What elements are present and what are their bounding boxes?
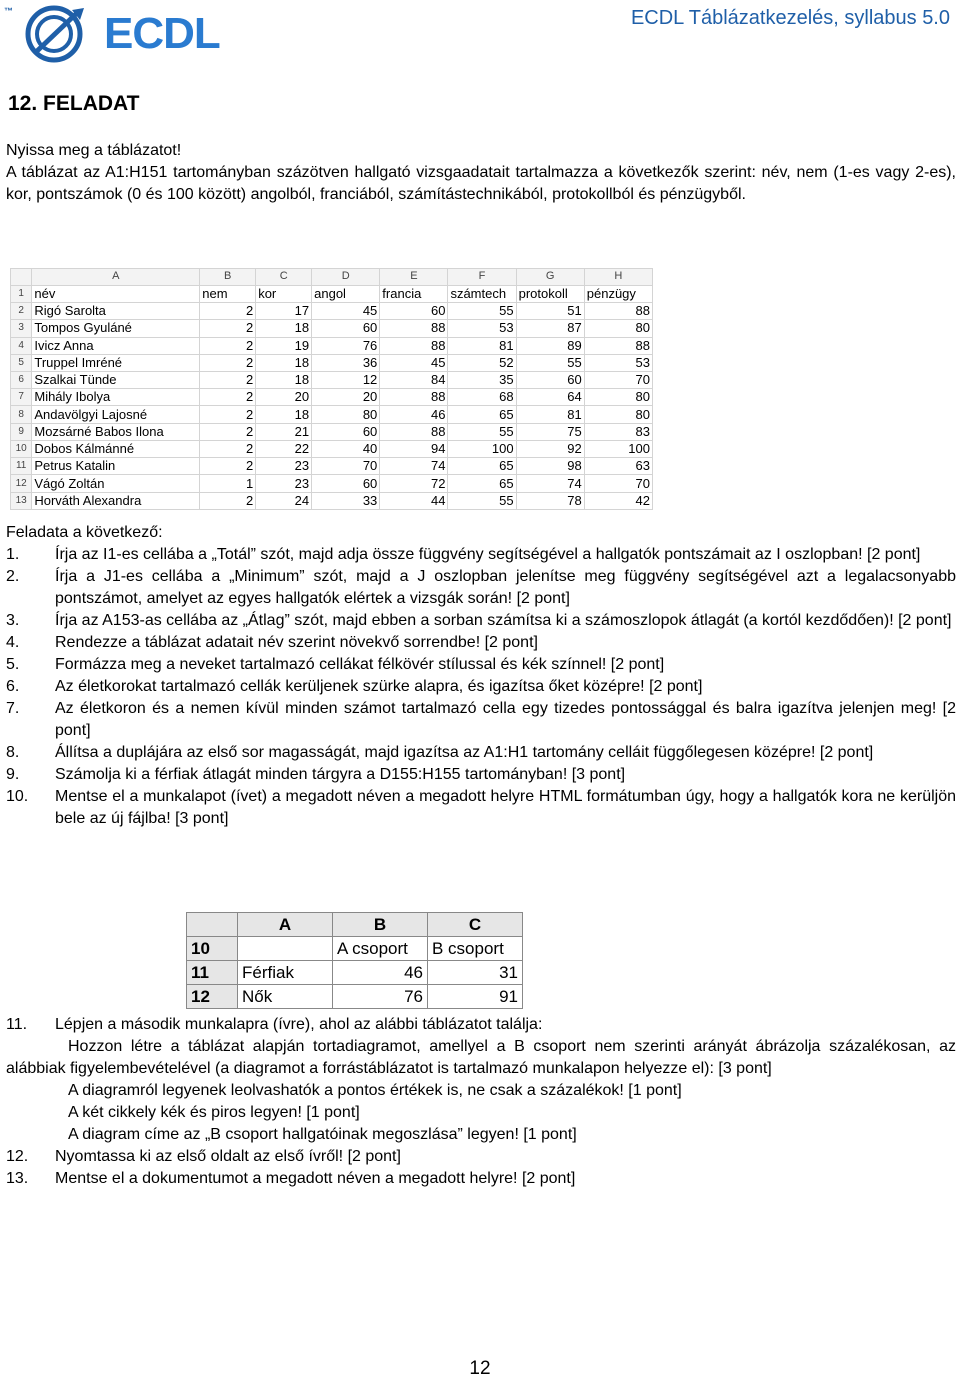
task-number: 7.	[6, 700, 20, 717]
ecdl-logo	[4, 2, 224, 62]
task-item	[6, 1168, 956, 1190]
sheet-cell: kor	[256, 285, 312, 302]
task-number: 3.	[6, 612, 20, 629]
page-number: 12	[469, 1358, 491, 1379]
sheet-cell: 2	[200, 492, 256, 509]
sheet-cell: 21	[256, 423, 312, 440]
sheet-row	[11, 337, 653, 354]
sheet-cell: 100	[584, 440, 652, 457]
sheet-cell: 33	[312, 492, 380, 509]
sheet-cell: név	[32, 285, 200, 302]
sheet-row	[11, 492, 653, 509]
logo-text: ECDL	[104, 9, 220, 58]
row-number: 7	[11, 389, 32, 406]
row-number: 6	[11, 371, 32, 388]
table-row	[187, 961, 523, 985]
row-number: 12	[11, 475, 32, 492]
sheet-cell: 2	[200, 389, 256, 406]
sheet-cell: 80	[312, 406, 380, 423]
task-item	[6, 764, 956, 786]
sheet-cell: 2	[200, 337, 256, 354]
sheet-cell: 65	[448, 458, 516, 475]
sheet-cell: Truppel Imréné	[32, 354, 200, 371]
sheet-cell: 80	[584, 389, 652, 406]
sheet-row	[11, 423, 653, 440]
column-header: D	[312, 269, 380, 286]
sheet-cell: 53	[448, 320, 516, 337]
sheet-cell: 18	[256, 406, 312, 423]
trademark-mark: ™	[4, 6, 13, 16]
sheet-cell: 2	[200, 458, 256, 475]
table-cell: Nők	[238, 985, 333, 1009]
task-text: Mentse el a munkalapot (ívet) a megadott néven a megadott helyre HTML formátumban úgy, hogy a hallgatók kora ne kerüljön bele az új fájlba! [3 pont]	[55, 788, 956, 827]
task-number: 12.	[6, 1148, 29, 1165]
sheet-cell: 83	[584, 423, 652, 440]
sheet-cell: 17	[256, 303, 312, 320]
row-number: 11	[187, 961, 238, 985]
sheet-cell: 89	[516, 337, 584, 354]
task-text: Az életkorokat tartalmazó cellák kerüljenek szürke alapra, és igazítsa őket középre! [2 pont]	[55, 678, 703, 695]
task-item	[6, 698, 956, 742]
sheet-cell: Petrus Katalin	[32, 458, 200, 475]
table-cell	[238, 937, 333, 961]
task-item	[6, 610, 956, 632]
sheet-cell: Vágó Zoltán	[32, 475, 200, 492]
task-number: 6.	[6, 678, 20, 695]
sheet-cell: számtech	[448, 285, 516, 302]
task-number: 5.	[6, 656, 20, 673]
group-table-screenshot	[186, 912, 523, 1009]
task-subitem: Hozzon létre a táblázat alapján tortadiagramot, amellyel a B csoport nem szerinti arányát ábrázolja százalékosan, az alábbiak figyelembevételével (a diagramot a forrástáblázatot is tartalmazó munkalapon helyezze el): [3 pont]	[6, 1038, 956, 1077]
sheet-cell: protokoll	[516, 285, 584, 302]
sheet-cell: 22	[256, 440, 312, 457]
sheet-cell: 78	[516, 492, 584, 509]
sheet-cell: 70	[584, 371, 652, 388]
sheet-cell: 53	[584, 354, 652, 371]
sheet-cell: 45	[312, 303, 380, 320]
task-text: Rendezze a táblázat adatait név szerint növekvő sorrendbe! [2 pont]	[55, 634, 538, 651]
column-header: H	[584, 269, 652, 286]
table-cell: 31	[428, 961, 523, 985]
sheet-cell: 45	[380, 354, 448, 371]
sheet-cell: 60	[380, 303, 448, 320]
sheet-cell: 42	[584, 492, 652, 509]
sheet-cell: 51	[516, 303, 584, 320]
task-text: Állítsa a duplájára az első sor magasságát, majd igazítsa az A1:H1 tartomány celláit függőlegesen középre! [2 pont]	[55, 744, 874, 761]
sheet-cell: 2	[200, 320, 256, 337]
sheet-cell: Mozsárné Babos Ilona	[32, 423, 200, 440]
task-number: 4.	[6, 634, 20, 651]
header-title: ECDL Táblázatkezelés, syllabus 5.0	[630, 7, 950, 29]
page-header	[0, 0, 960, 62]
task-text: Az életkoron és a nemen kívül minden számot tartalmazó cella egy tizedes pontossággal és balra igazítva jelenjen meg! [2 pont]	[55, 700, 956, 739]
task-subitem: A diagram címe az „B csoport hallgatóinak megoszlása” legyen! [1 pont]	[68, 1126, 577, 1143]
row-number: 9	[11, 423, 32, 440]
sheet-cell: 2	[200, 371, 256, 388]
sheet-cell: 60	[312, 423, 380, 440]
tasks-label: Feladata a következő:	[6, 524, 163, 541]
sheet-cell: 81	[516, 406, 584, 423]
sheet-cell: 2	[200, 406, 256, 423]
sheet-cell: Rigó Sarolta	[32, 303, 200, 320]
row-number: 12	[187, 985, 238, 1009]
sheet-cell: pénzügy	[584, 285, 652, 302]
sheet-row	[11, 354, 653, 371]
sheet-cell: 75	[516, 423, 584, 440]
corner-cell	[187, 913, 238, 937]
task-text: Nyomtassa ki az első oldalt az első ívről! [2 pont]	[55, 1148, 401, 1165]
task-number: 2.	[6, 568, 20, 585]
task-text: Számolja ki a férfiak átlagát minden tárgyra a D155:H155 tartományban! [3 pont]	[55, 766, 626, 783]
sheet-row	[11, 389, 653, 406]
sheet-cell: 12	[312, 371, 380, 388]
sheet-cell: Ivicz Anna	[32, 337, 200, 354]
intro-open: Nyissa meg a táblázatot!	[6, 142, 182, 159]
sheet-cell: 98	[516, 458, 584, 475]
sheet-cell: 35	[448, 371, 516, 388]
sheet-cell: 23	[256, 475, 312, 492]
sheet-cell: 18	[256, 320, 312, 337]
table-cell: B csoport	[428, 937, 523, 961]
sheet-cell: 52	[448, 354, 516, 371]
sheet-cell: 55	[448, 303, 516, 320]
sheet-cell: 63	[584, 458, 652, 475]
task-number: 1.	[6, 546, 20, 563]
row-number: 10	[11, 440, 32, 457]
sheet-cell: 2	[200, 354, 256, 371]
table-cell: 91	[428, 985, 523, 1009]
sheet-cell: 72	[380, 475, 448, 492]
task-item	[6, 654, 956, 676]
sheet-cell: 100	[448, 440, 516, 457]
sheet-cell: 46	[380, 406, 448, 423]
task-item	[6, 544, 956, 566]
sheet-cell: 68	[448, 389, 516, 406]
sheet-cell: 40	[312, 440, 380, 457]
sheet-row	[11, 285, 653, 302]
sheet-cell: nem	[200, 285, 256, 302]
sheet-cell: 60	[312, 320, 380, 337]
corner-cell	[11, 269, 32, 286]
sheet-row	[11, 458, 653, 475]
sheet-cell: Tompos Gyuláné	[32, 320, 200, 337]
sheet-cell: 80	[584, 406, 652, 423]
column-header-row	[11, 269, 653, 286]
row-number: 5	[11, 354, 32, 371]
sheet-cell: 88	[584, 337, 652, 354]
row-number: 3	[11, 320, 32, 337]
task-text: Írja a J1-es cellába a „Minimum” szót, majd a J oszlopban jelenítse meg függvény segítségével azt a legalacsonyabb pontszámot, amelyet az egyes hallgatók elértek a vizsgák során! [2 pont]	[55, 568, 956, 607]
task-item	[6, 566, 956, 610]
column-header-row	[187, 913, 523, 937]
sheet-cell: 94	[380, 440, 448, 457]
sheet-row	[11, 303, 653, 320]
sheet-cell: 44	[380, 492, 448, 509]
task-list-continued	[6, 1014, 956, 1190]
table-cell: 76	[333, 985, 428, 1009]
sheet-cell: 36	[312, 354, 380, 371]
row-number: 1	[11, 285, 32, 302]
task-item	[6, 742, 956, 764]
sheet-cell: 88	[584, 303, 652, 320]
task-subitem: A diagramról legyenek leolvashatók a pontos értékek is, ne csak a százalékok! [1 pont]	[68, 1082, 682, 1099]
sheet-cell: francia	[380, 285, 448, 302]
task-number: 13.	[6, 1170, 29, 1187]
column-header: B	[333, 913, 428, 937]
sheet-cell: 18	[256, 354, 312, 371]
sheet-cell: 55	[448, 423, 516, 440]
table-cell: A csoport	[333, 937, 428, 961]
sheet-cell: 70	[584, 475, 652, 492]
task-number: 9.	[6, 766, 20, 783]
task-text: Formázza meg a neveket tartalmazó cellákat félkövér stílussal és kék színnel! [2 pont]	[55, 656, 665, 673]
sheet-cell: 88	[380, 320, 448, 337]
column-header: C	[428, 913, 523, 937]
table-cell: 46	[333, 961, 428, 985]
sheet-cell: 70	[312, 458, 380, 475]
sheet-cell: 2	[200, 440, 256, 457]
sheet-cell: Andavölgyi Lajosné	[32, 406, 200, 423]
sheet-cell: 88	[380, 337, 448, 354]
sheet-row	[11, 320, 653, 337]
sheet-row	[11, 475, 653, 492]
row-number: 4	[11, 337, 32, 354]
task-text: Mentse el a dokumentumot a megadott néven a megadott helyre! [2 pont]	[55, 1170, 576, 1187]
sheet-cell: 18	[256, 371, 312, 388]
task-item	[6, 632, 956, 654]
task-subitem: A két cikkely kék és piros legyen! [1 pont]	[68, 1104, 360, 1121]
sheet-row	[11, 440, 653, 457]
sheet-cell: 64	[516, 389, 584, 406]
sheet-cell: 74	[380, 458, 448, 475]
sheet-cell: 20	[312, 389, 380, 406]
sheet-row	[11, 371, 653, 388]
sheet-cell: 60	[312, 475, 380, 492]
sheet-cell: 84	[380, 371, 448, 388]
column-header: B	[200, 269, 256, 286]
task-text: Írja az A153-as cellába az „Átlag” szót, majd ebben a sorban számítsa ki a számoszlopok átlagát (a kortól kezdődően)! [2 pont]	[55, 612, 952, 629]
table-row	[187, 985, 523, 1009]
sheet-cell: 23	[256, 458, 312, 475]
sheet-cell: 19	[256, 337, 312, 354]
sheet-cell: 60	[516, 371, 584, 388]
sheet-cell: 24	[256, 492, 312, 509]
sheet-cell: 1	[200, 475, 256, 492]
task-number: 8.	[6, 744, 20, 761]
column-header: F	[448, 269, 516, 286]
sheet-cell: 87	[516, 320, 584, 337]
task-text: Lépjen a második munkalapra (ívre), ahol az alábbi táblázatot találja:	[55, 1016, 543, 1033]
spreadsheet-screenshot	[10, 268, 653, 510]
table-row	[187, 937, 523, 961]
sheet-cell: angol	[312, 285, 380, 302]
ecdl-globe-icon	[16, 4, 96, 64]
column-header: E	[380, 269, 448, 286]
task-item	[6, 676, 956, 698]
column-header: C	[256, 269, 312, 286]
task-item	[6, 1014, 956, 1036]
task-number: 10.	[6, 788, 29, 805]
task-number: 11.	[6, 1016, 28, 1033]
column-header: A	[238, 913, 333, 937]
sheet-cell: 88	[380, 389, 448, 406]
task-list	[6, 544, 956, 830]
task-text: Írja az I1-es cellába a „Totál” szót, majd adja össze függvény segítségével a hallgatók pontszámait az I oszlopban! [2 pont]	[55, 546, 921, 563]
row-number: 11	[11, 458, 32, 475]
sheet-cell: 74	[516, 475, 584, 492]
sheet-cell: Horváth Alexandra	[32, 492, 200, 509]
sheet-cell: Mihály Ibolya	[32, 389, 200, 406]
row-number: 2	[11, 303, 32, 320]
sheet-cell: 88	[380, 423, 448, 440]
sheet-cell: 55	[448, 492, 516, 509]
row-number: 10	[187, 937, 238, 961]
sheet-cell: 65	[448, 406, 516, 423]
sheet-cell: 80	[584, 320, 652, 337]
sheet-cell: 92	[516, 440, 584, 457]
sheet-row	[11, 406, 653, 423]
task-heading: 12. FELADAT	[8, 92, 140, 115]
sheet-cell: 81	[448, 337, 516, 354]
sheet-cell: Dobos Kálmánné	[32, 440, 200, 457]
task-item	[6, 1146, 956, 1168]
intro-description: A táblázat az A1:H151 tartományban százötven hallgató vizsgaadatait tartalmazza a következők szerint: név, nem (1-es vagy 2-es), kor, pontszámok (0 és 100 között) angolból, franciából, számítástechnikából, protokollból és pénzügyből.	[6, 164, 956, 203]
table-cell: Férfiak	[238, 961, 333, 985]
column-header: A	[32, 269, 200, 286]
task-item	[6, 786, 956, 830]
sheet-cell: 20	[256, 389, 312, 406]
sheet-cell: Szalkai Tünde	[32, 371, 200, 388]
sheet-cell: 65	[448, 475, 516, 492]
sheet-cell: 2	[200, 423, 256, 440]
column-header: G	[516, 269, 584, 286]
sheet-cell: 2	[200, 303, 256, 320]
sheet-cell: 55	[516, 354, 584, 371]
row-number: 13	[11, 492, 32, 509]
row-number: 8	[11, 406, 32, 423]
sheet-cell: 76	[312, 337, 380, 354]
